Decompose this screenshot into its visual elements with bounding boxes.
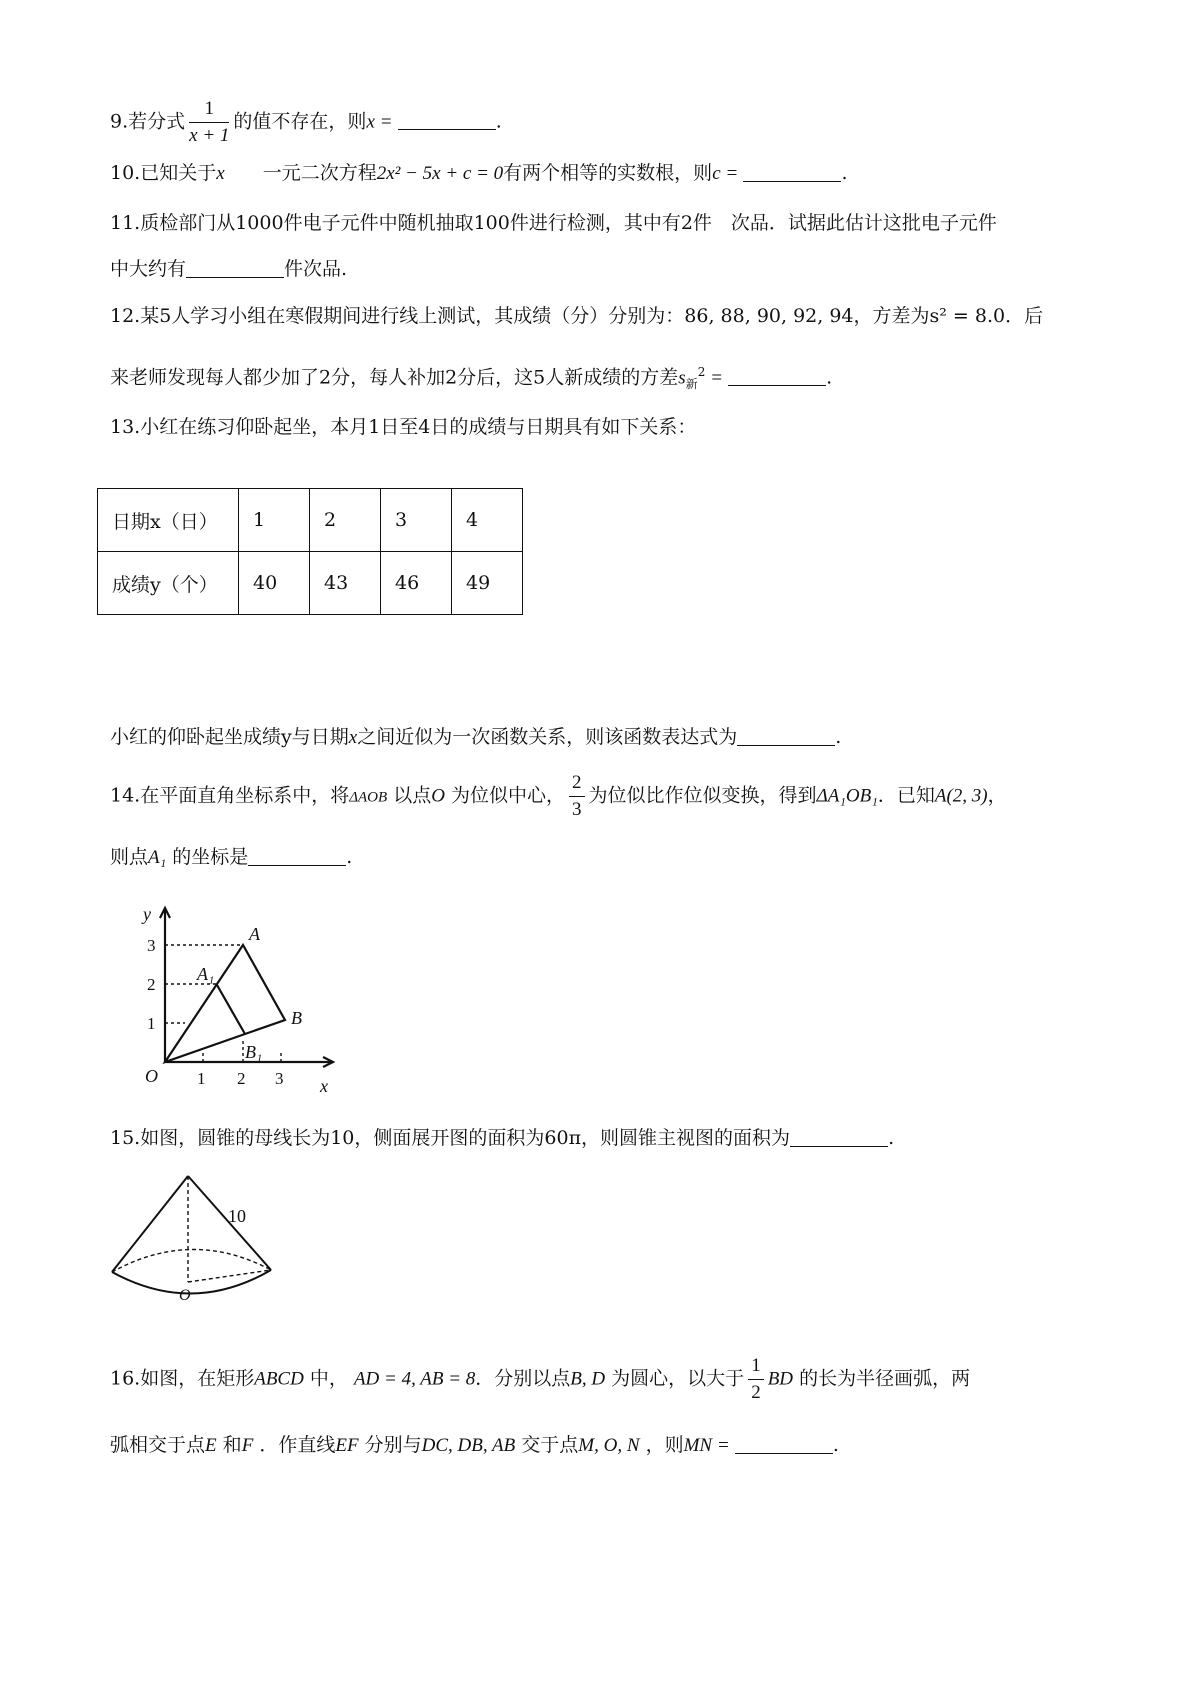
y-tick: 3 bbox=[147, 936, 156, 955]
x-tick: 1 bbox=[197, 1069, 206, 1088]
answer-blank[interactable] bbox=[186, 259, 284, 278]
point-b1-label: B₁ bbox=[245, 1042, 263, 1062]
y-tick: 2 bbox=[147, 975, 156, 994]
data-table bbox=[97, 488, 523, 615]
fraction: $\frac{2}{3}$ bbox=[569, 772, 585, 821]
answer-blank[interactable] bbox=[735, 1435, 833, 1454]
x-label: x bbox=[320, 1076, 328, 1096]
answer-blank[interactable] bbox=[248, 847, 346, 866]
answer-blank[interactable] bbox=[398, 111, 496, 130]
cone-left-edge bbox=[112, 1176, 188, 1272]
y-label: y bbox=[143, 904, 151, 924]
answer-blank[interactable] bbox=[743, 163, 841, 182]
question-11-line1: 11.质检部门从1000件电子元件中随机抽取100件进行检测，其中有2件 次品．试据此估计这批电子元件 bbox=[110, 212, 997, 234]
answer-blank[interactable] bbox=[728, 367, 826, 386]
x-tick: 3 bbox=[275, 1069, 284, 1088]
cone-base-back bbox=[112, 1249, 271, 1272]
y-tick: 1 bbox=[147, 1014, 156, 1033]
fraction: $\frac{1}{2}$ bbox=[748, 1355, 764, 1404]
segment-a1b1 bbox=[217, 985, 245, 1034]
similarity-figure bbox=[125, 900, 345, 1100]
question-16-line2: 弧相交于点E 和F ．作直线EF 分别与DC, DB, AB 交于点M, O, N ，则MN = . bbox=[110, 1434, 839, 1456]
table-header: 日期x（日） bbox=[98, 489, 239, 552]
point-b-label: B bbox=[291, 1008, 302, 1028]
origin-label: O bbox=[145, 1066, 158, 1086]
table-row: 成绩y（个） 40 43 46 49 bbox=[98, 552, 523, 615]
cone-figure bbox=[108, 1170, 288, 1310]
point-a1-label: A₁ bbox=[197, 964, 215, 984]
question-16-line1: 16.如图，在矩形ABCD 中， AD = 4, AB = 8．分别以点B, D 为圆心，以大于 $\frac{1}{2}$ BD 的长为半径画弧，两 bbox=[110, 1355, 971, 1403]
answer-blank[interactable] bbox=[737, 727, 835, 746]
answer-blank[interactable] bbox=[790, 1128, 888, 1147]
question-15: 15.如图，圆锥的母线长为10，侧面展开图的面积为60π，则圆锥主视图的面积为 . bbox=[110, 1127, 895, 1149]
question-11-line2: 中大约有 件次品. bbox=[110, 258, 348, 280]
question-10: 10.已知关于x 一元二次方程2x² − 5x + c = 0有两个相等的实数根，则c = . bbox=[110, 162, 848, 184]
question-12-line1: 12.某5人学习小组在寒假期间进行线上测试，其成绩（分）分别为：86, 88, 90, 92, 94，方差为s² = 8.0．后 bbox=[110, 305, 1044, 327]
center-label: O bbox=[179, 1287, 191, 1304]
question-9: 9.若分式 $\frac{1}{x + 1}$ 的值不存在，则x = . bbox=[110, 98, 502, 146]
triangle-aob bbox=[165, 945, 285, 1062]
table-row: 日期x（日） 1 2 3 4 bbox=[98, 489, 523, 552]
slant-label: 10 bbox=[228, 1206, 246, 1226]
question-13-intro: 13.小红在练习仰卧起坐，本月1日至4日的成绩与日期具有如下关系： bbox=[110, 416, 697, 438]
table-header: 成绩y（个） bbox=[98, 552, 239, 615]
question-14-line1: 14.在平面直角坐标系中，将ΔAOB 以点O 为位似中心， $\frac{2}{3}$ 为位似比作位似变换，得到ΔA₁OB₁．已知A(2, 3)， bbox=[110, 772, 1007, 820]
point-a-label: A bbox=[249, 924, 260, 944]
fraction: $\frac{1}{x + 1}$ bbox=[189, 98, 230, 146]
x-tick: 2 bbox=[237, 1069, 246, 1088]
question-12-line2: 来老师发现每人都少加了2分，每人补加2分后，这5人新成绩的方差$s_新^2$ = . bbox=[110, 365, 833, 392]
question-14-line2: 则点A₁ 的坐标是 . bbox=[110, 846, 353, 868]
question-13-prompt: 小红的仰卧起坐成绩y与日期x之间近似为一次函数关系，则该函数表达式为 . bbox=[110, 726, 842, 748]
